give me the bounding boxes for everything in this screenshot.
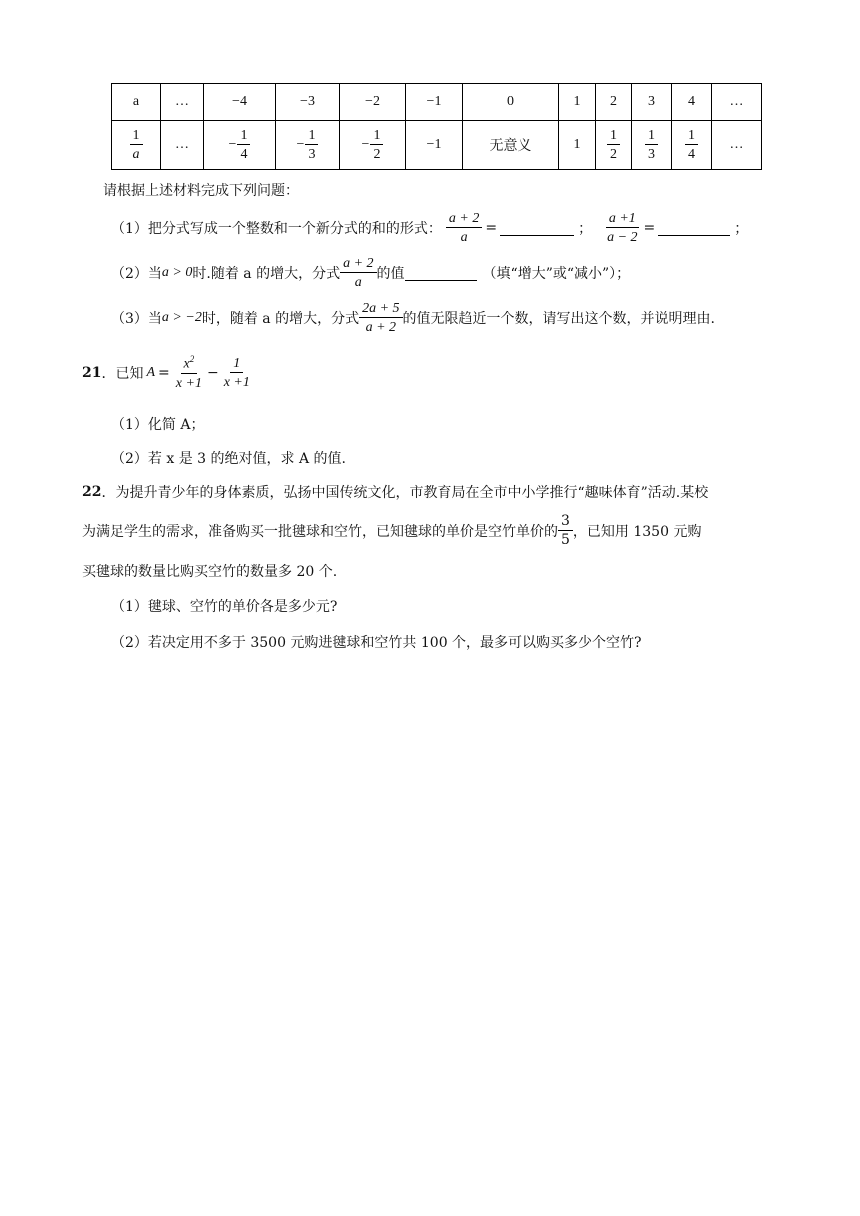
problem-text: 为满足学生的需求，准备购买一批毽球和空竹，已知毽球的单价是空竹单价的 [82,524,558,540]
fraction-denominator: 3 [648,147,655,162]
fraction-denominator: 3 [308,147,316,162]
table-cell: a [112,84,161,121]
fraction [604,211,640,246]
answer-blank[interactable] [658,221,730,236]
value-table [111,83,762,170]
fraction-numerator [181,355,198,374]
fraction-denominator: x +1 [175,375,202,391]
fraction-numerator: 1 [305,128,318,145]
fraction-numerator: a + 2 [340,256,376,273]
separator: ； [734,221,749,237]
problem-22-line-1 [82,482,708,502]
table-cell: −3 [276,84,340,121]
fraction-denominator: a [460,230,468,245]
problem-21-line [82,350,253,396]
fraction-numerator: 1 [607,128,620,145]
fraction [305,128,318,163]
fraction [685,128,698,163]
table-cell: 无意义 [463,121,559,170]
sub-question-text: （1）毽球、空竹的单价各是多少元? [111,599,338,615]
problem-21-sub-2 [111,448,346,468]
fraction-numerator: 2a + 5 [359,301,402,318]
problem-22-sub-1 [111,596,337,616]
problem-text: 买毽球的数量比购买空竹的数量多 20 个. [82,564,338,580]
sign: − [228,137,237,153]
table-cell: … [712,121,762,170]
table-head-cell [112,121,161,170]
problem-text: ，已知用 1350 元购 [572,524,702,540]
fraction-denominator: a [132,147,140,162]
minus-sign: − [206,365,219,381]
intro-text: 请根据上述材料完成下列问题： [103,183,299,199]
table-cell: 2 [596,84,632,121]
table-cell: 1 [559,84,596,121]
problem-21-sub-1 [111,414,204,434]
table-cell [632,121,672,170]
question-3-line [111,295,715,341]
fraction-denominator: 4 [688,147,695,162]
fraction-denominator: 5 [561,532,570,548]
question-2-tail: （填“增大”或“减小”）； [482,266,631,282]
fraction [221,356,253,391]
table-cell [204,121,276,170]
fraction-numerator: 1 [685,128,698,145]
fraction-denominator: a + 2 [365,320,397,335]
fraction-numerator: 1 [370,128,383,145]
fraction-denominator: 2 [610,147,617,162]
table-cell [276,121,340,170]
fraction [558,514,573,549]
question-3-prefix: （3）当 [111,311,162,327]
sub-question-text: （1）化简 A； [111,417,205,433]
variable: A [146,365,156,380]
fraction-denominator: a − 2 [607,230,638,245]
question-3-middle: 时，随着 a 的增大，分式 [201,311,360,327]
problem-22-line-3 [82,561,337,581]
fraction-numerator: a + 2 [446,211,482,228]
equals-sign: = [643,220,656,236]
sign: − [361,137,370,153]
problem-number: 22 [82,484,102,500]
table-row-a [112,84,762,121]
table-cell: … [712,84,762,121]
table-cell: 4 [672,84,712,121]
question-2-prefix: （2）当 [111,266,162,282]
separator: ； [578,221,593,237]
sign: − [296,137,305,153]
table-cell: … [161,121,204,170]
table-cell [340,121,406,170]
table-cell: −1 [406,121,463,170]
fraction [645,128,658,163]
table-cell: −1 [406,84,463,121]
sub-question-text: （2）若决定用不多于 3500 元购进毽球和空竹共 100 个，最多可以购买多少个空竹? [111,635,642,651]
answer-blank[interactable] [500,221,574,236]
answer-blank[interactable] [405,266,477,281]
numerator-base: x [183,356,190,372]
equals-sign: = [158,365,170,381]
fraction-denominator: 4 [240,147,248,162]
fraction-numerator: a +1 [606,211,639,228]
fraction-numerator: 1 [130,128,143,145]
problem-number: 21 [82,365,102,381]
problem-22-sub-2 [111,632,642,652]
exponent: 2 [189,353,195,364]
fraction-numerator: 1 [230,356,243,373]
question-2-middle: 时.随着 a 的增大，分式 [192,266,341,282]
table-cell: −2 [340,84,406,121]
problem-text: ．为提升青少年的身体素质，弘扬中国传统文化，市教育局在全市中小学推行“趣味体育”活动.某校 [101,485,709,501]
intro-line [103,180,299,200]
fraction-denominator: 2 [373,147,381,162]
table-cell [672,121,712,170]
table-cell: 0 [463,84,559,121]
fraction [173,355,205,391]
fraction-numerator: 1 [645,128,658,145]
question-2-after: 的值 [376,266,405,282]
fraction [340,256,376,291]
question-2-line [111,250,630,296]
table-cell: … [161,84,204,121]
problem-22-line-2 [82,508,701,554]
fraction [359,301,402,336]
condition: a > −2 [161,310,202,325]
fraction-numerator: 3 [558,514,573,531]
condition: a > 0 [161,265,193,280]
fraction [130,128,143,163]
sub-question-text: （2）若 x 是 3 的绝对值，求 A 的值. [111,451,346,467]
question-1-line [111,205,748,251]
fraction [446,211,482,246]
fraction-denominator: x +1 [223,375,250,390]
fraction-numerator: 1 [237,128,250,145]
fraction-denominator: a [354,275,362,290]
question-1-prefix: （1）把分式写成一个整数和一个新分式的和的形式： [111,221,442,237]
table-cell: −4 [204,84,276,121]
table-cell: 3 [632,84,672,121]
fraction [370,128,383,163]
fraction [607,128,620,163]
table-row-reciprocal [112,121,762,170]
problem-21-prefix: ．已知 [101,366,144,382]
question-3-tail: 的值无限趋近一个数，请写出这个数，并说明理由. [402,311,715,327]
table-cell [596,121,632,170]
equals-sign: = [485,220,498,236]
table-cell: 1 [559,121,596,170]
fraction [237,128,250,163]
